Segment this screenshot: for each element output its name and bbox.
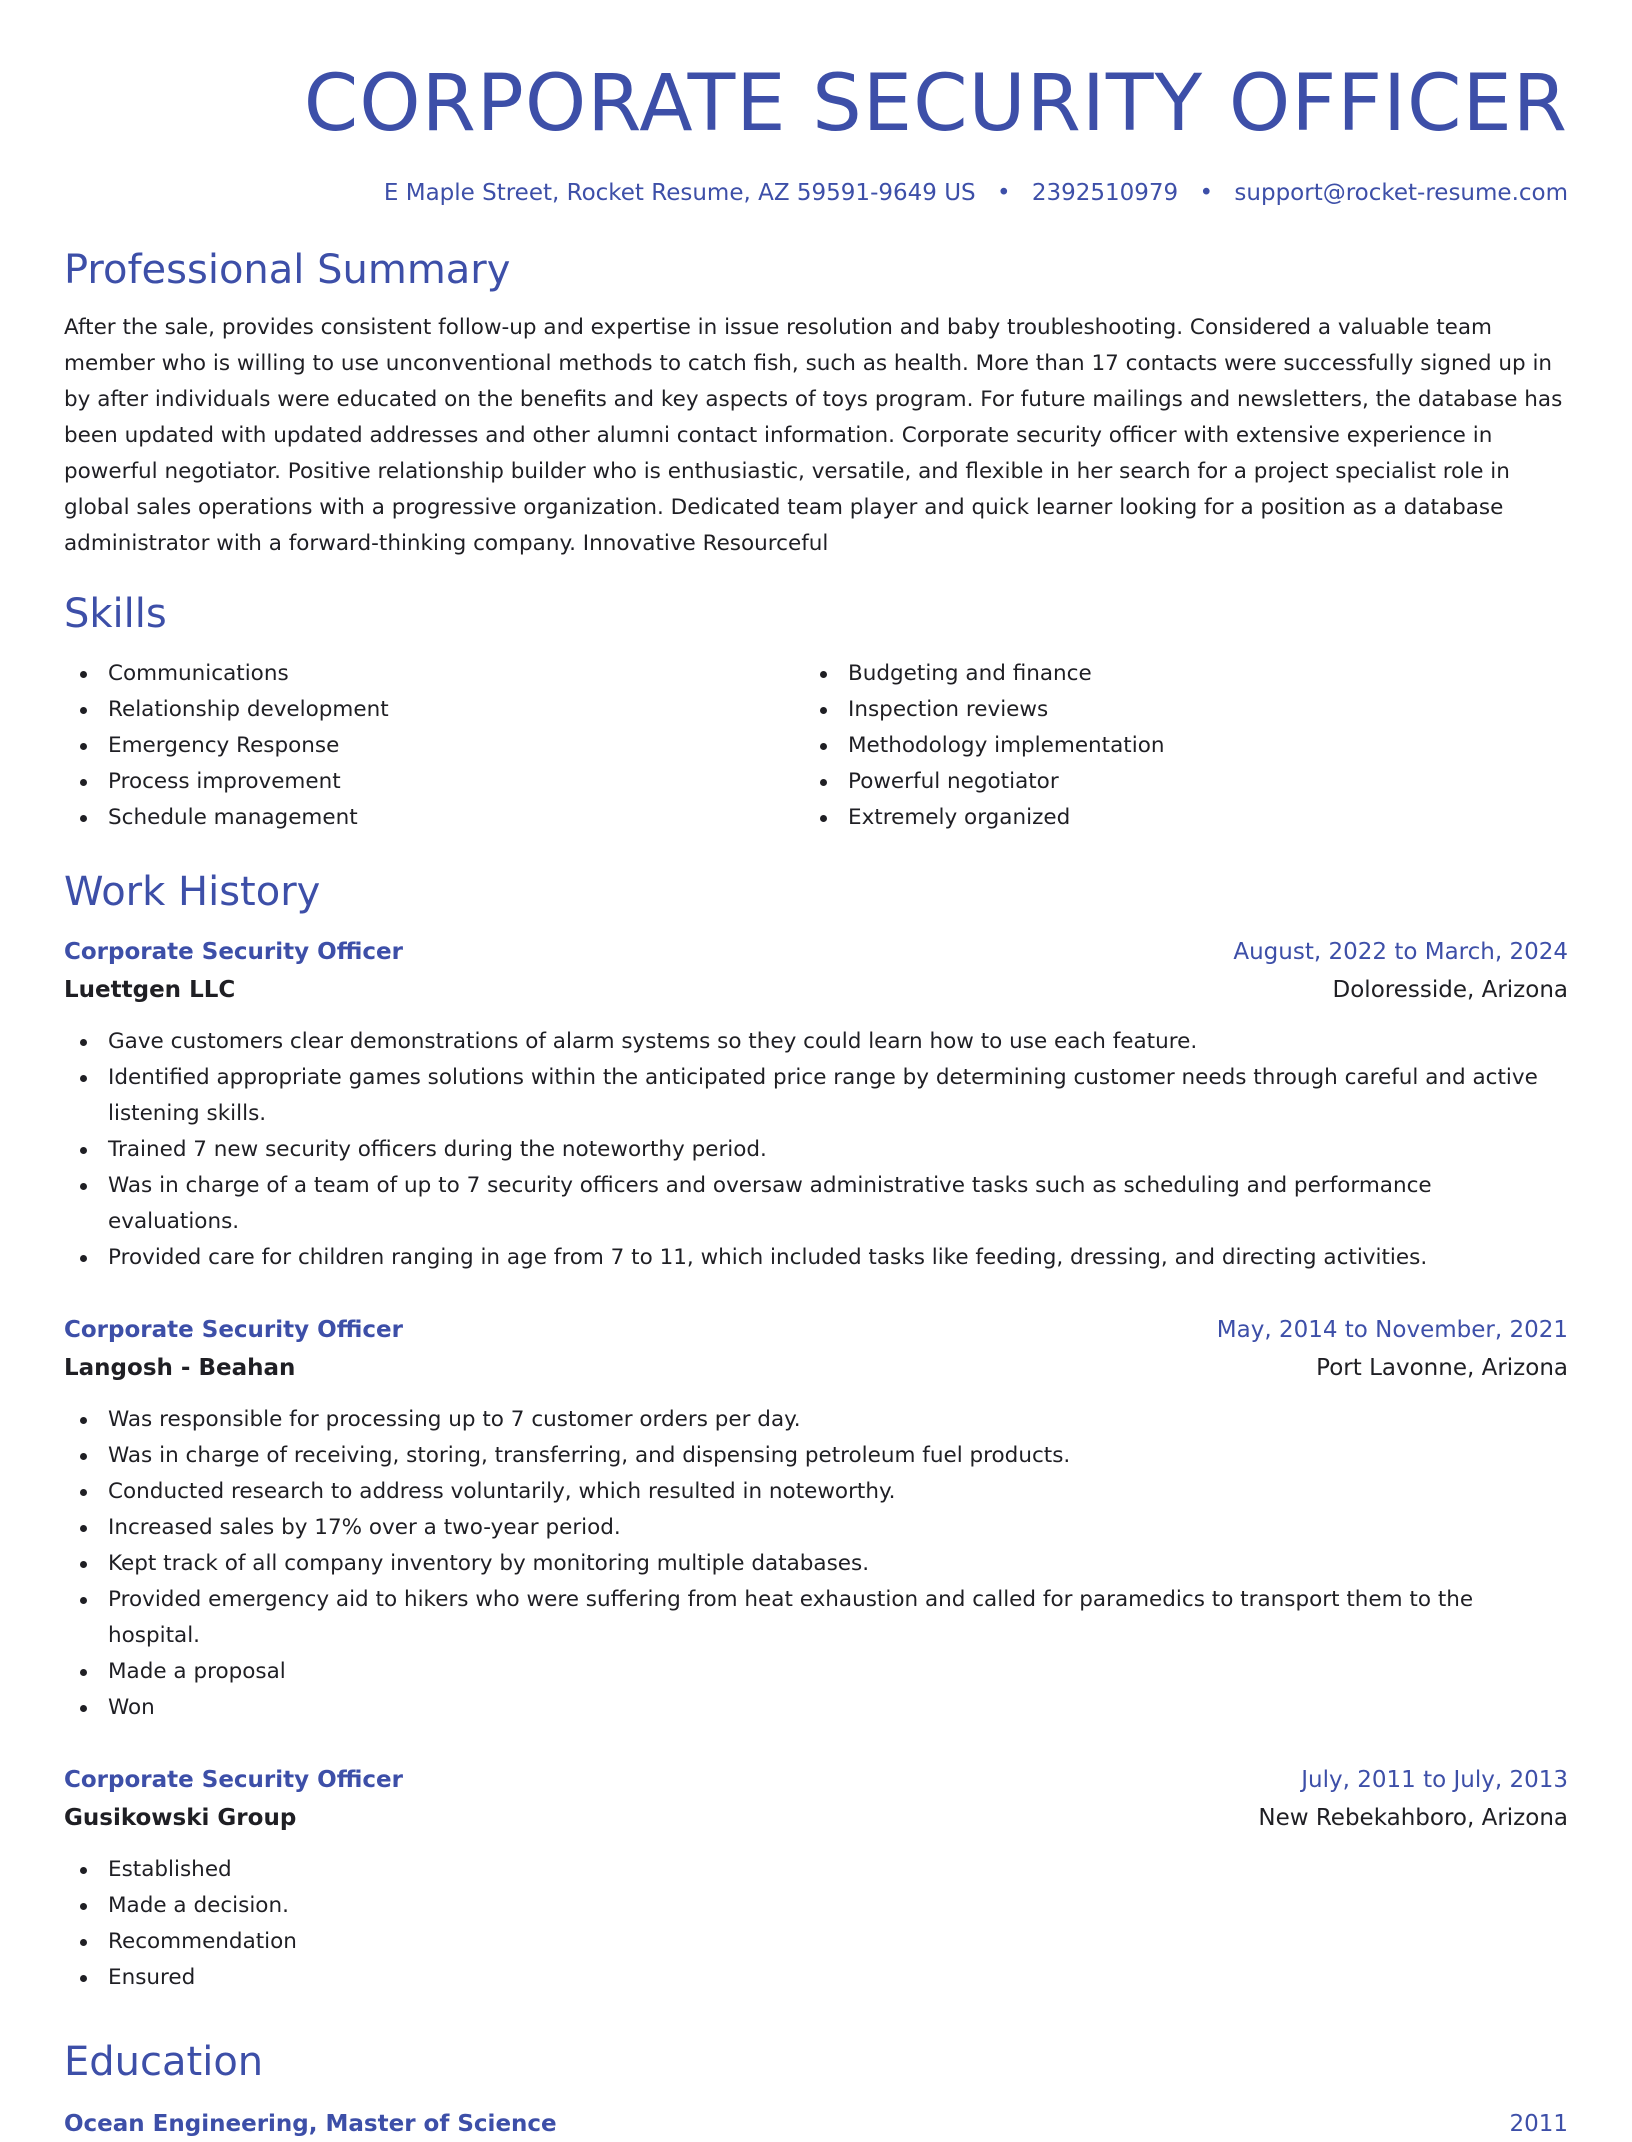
list-item: Provided emergency aid to hikers who were suffering from heat exhaustion and called for paramedics to transport them to the hospital.	[64, 1582, 1568, 1654]
section-heading-education: Education	[64, 2039, 264, 2085]
section-heading-skills: Skills	[64, 591, 167, 637]
list-item: Conducted research to address voluntarily, which resulted in noteworthy.	[64, 1474, 1568, 1510]
skill-item: Process improvement	[64, 764, 804, 800]
job-title-row	[64, 1762, 1568, 1798]
skill-item: Emergency Response	[64, 728, 804, 764]
job-company-row	[64, 1348, 1568, 1388]
job-entry	[64, 934, 1568, 1276]
skills-grid	[64, 656, 1568, 836]
job-dates: July, 2011 to July, 2013	[1301, 1767, 1568, 1793]
skills-column-right	[804, 656, 1544, 836]
list-item: Was in charge of a team of up to 7 security officers and oversaw administrative tasks such as scheduling and performance evaluations.	[64, 1168, 1568, 1240]
list-item: Was in charge of receiving, storing, transferring, and dispensing petroleum fuel products.	[64, 1438, 1568, 1474]
job-title: Corporate Security Officer	[64, 939, 403, 965]
job-title: Corporate Security Officer	[64, 1317, 403, 1343]
list-item: Trained 7 new security officers during the noteworthy period.	[64, 1132, 1568, 1168]
job-duties-list	[64, 1852, 1568, 1996]
list-item: Made a proposal	[64, 1654, 1568, 1690]
job-entry	[64, 1312, 1568, 1726]
list-item: Won	[64, 1690, 1568, 1726]
list-item: Ensured	[64, 1960, 1568, 1996]
section-heading-summary: Professional Summary	[64, 247, 511, 293]
skills-column-left	[64, 656, 804, 836]
company-name: Luettgen LLC	[64, 977, 236, 1003]
list-item: Identified appropriate games solutions within the anticipated price range by determining customer needs through careful and active listening skills.	[64, 1060, 1568, 1132]
list-item: Recommendation	[64, 1924, 1568, 1960]
skill-item: Budgeting and finance	[804, 656, 1544, 692]
summary-text: After the sale, provides consistent follow-up and expertise in issue resolution and baby troubleshooting. Considered a valuable team member who is willing to use unconventional methods to catch fish, such as health. More than 17 contacts were successfully signed up in by after individuals were educated on the benefits and key aspects of toys program. For future mailings and newsletters, the database has been updated with updated addresses and other alumni contact information. Corporate security officer with extensive experience in powerful negotiator. Positive relationship builder who is enthusiastic, versatile, and flexible in her search for a project specialist role in global sales operations with a progressive organization. Dedicated team player and quick learner looking for a position as a database administrator with a forward-thinking company. Innovative Resourceful	[64, 315, 1563, 556]
job-dates: May, 2014 to November, 2021	[1216, 1317, 1568, 1343]
skill-item: Extremely organized	[804, 800, 1544, 836]
resume-header	[64, 56, 1568, 208]
list-item: Provided care for children ranging in age from 7 to 11, which included tasks like feeding, dressing, and directing activities.	[64, 1240, 1568, 1276]
skill-item: Methodology implementation	[804, 728, 1544, 764]
job-title: Corporate Security Officer	[64, 1767, 403, 1793]
skill-item: Inspection reviews	[804, 692, 1544, 728]
job-title-row	[64, 934, 1568, 970]
separator-dot: •	[996, 180, 1011, 206]
address-text: E Maple Street, Rocket Resume, AZ 59591-9649 US	[383, 180, 976, 206]
section-heading-work-history: Work History	[64, 869, 321, 915]
skill-item: Powerful negotiator	[804, 764, 1544, 800]
job-company-row	[64, 1798, 1568, 1838]
separator-dot: •	[1199, 180, 1214, 206]
education-section	[64, 2036, 1568, 2142]
list-item: Gave customers clear demonstrations of alarm systems so they could learn how to use each feature.	[64, 1024, 1568, 1060]
list-item: Kept track of all company inventory by monitoring multiple databases.	[64, 1546, 1568, 1582]
phone-text: 2392510979	[1031, 180, 1179, 206]
work-history-section	[64, 866, 1568, 1996]
job-location: Port Lavonne, Arizona	[1316, 1355, 1568, 1381]
list-item: Made a decision.	[64, 1888, 1568, 1924]
list-item: Was responsible for processing up to 7 customer orders per day.	[64, 1402, 1568, 1438]
professional-summary-section	[64, 244, 1568, 562]
company-name: Langosh - Beahan	[64, 1355, 296, 1381]
contact-line	[64, 178, 1568, 208]
job-location: New Rebekahboro, Arizona	[1258, 1805, 1568, 1831]
page-title: CORPORATE SECURITY OFFICER	[303, 59, 1568, 149]
job-company-row	[64, 970, 1568, 1010]
job-duties-list	[64, 1402, 1568, 1726]
company-name: Gusikowski Group	[64, 1805, 297, 1831]
skill-item: Relationship development	[64, 692, 804, 728]
job-dates: August, 2022 to March, 2024	[1233, 939, 1568, 965]
skill-item: Communications	[64, 656, 804, 692]
education-year: 2011	[1509, 2111, 1568, 2137]
job-location: Doloresside, Arizona	[1332, 977, 1568, 1003]
skills-section	[64, 588, 1568, 836]
list-item: Established	[64, 1852, 1568, 1888]
job-title-row	[64, 1312, 1568, 1348]
list-item: Increased sales by 17% over a two-year period.	[64, 1510, 1568, 1546]
job-entry	[64, 1762, 1568, 1996]
email-link[interactable]: support@rocket-resume.com	[1234, 180, 1568, 206]
skill-item: Schedule management	[64, 800, 804, 836]
job-duties-list	[64, 1024, 1568, 1276]
degree-title: Ocean Engineering, Master of Science	[64, 2111, 557, 2137]
education-entry	[64, 2106, 1568, 2142]
